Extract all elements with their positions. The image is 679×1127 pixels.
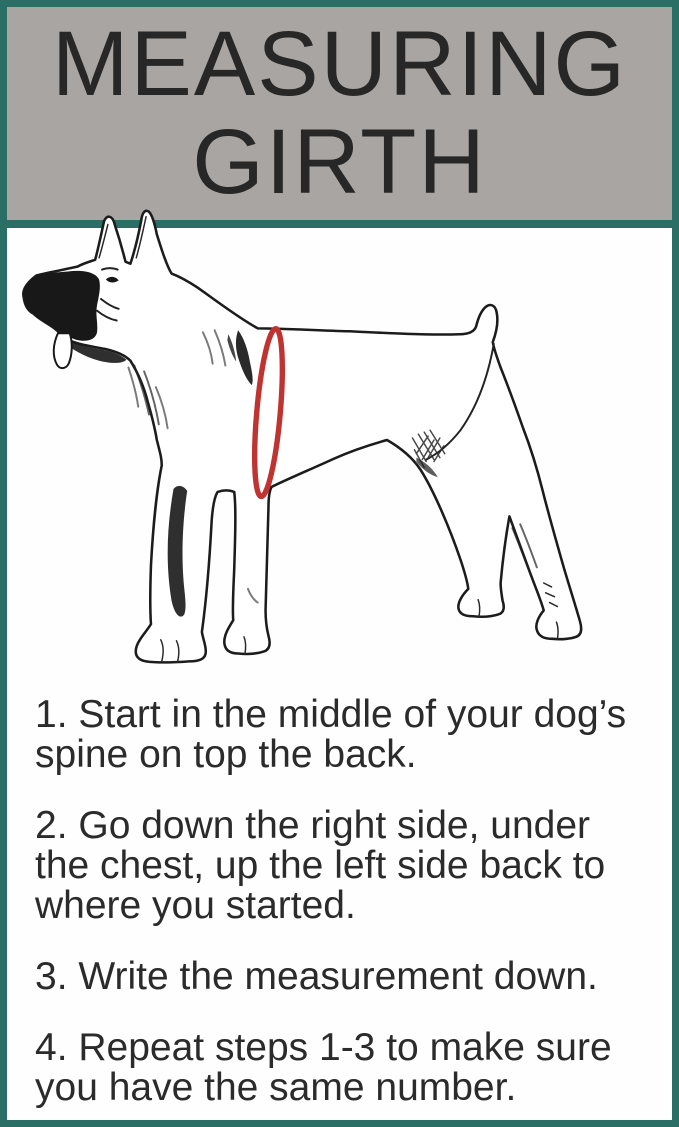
dog-illustration xyxy=(7,200,672,680)
title-banner xyxy=(7,7,672,228)
step-1: 1. Start in the middle of your dog’s spine on top the back. xyxy=(35,693,627,776)
title-line-1: MEASURING xyxy=(51,13,628,115)
step-4: 4. Repeat steps 1-3 to make sure you have the same number. xyxy=(35,1026,612,1109)
instruction-steps xyxy=(35,695,652,1127)
step-3: 3. Write the measurement down. xyxy=(35,955,598,998)
poster-title xyxy=(7,15,672,211)
title-line-2: GIRTH xyxy=(192,111,487,213)
dog-tongue xyxy=(54,333,72,368)
step-2: 2. Go down the right side, under the chest, up the left side back to where you started. xyxy=(35,804,606,927)
